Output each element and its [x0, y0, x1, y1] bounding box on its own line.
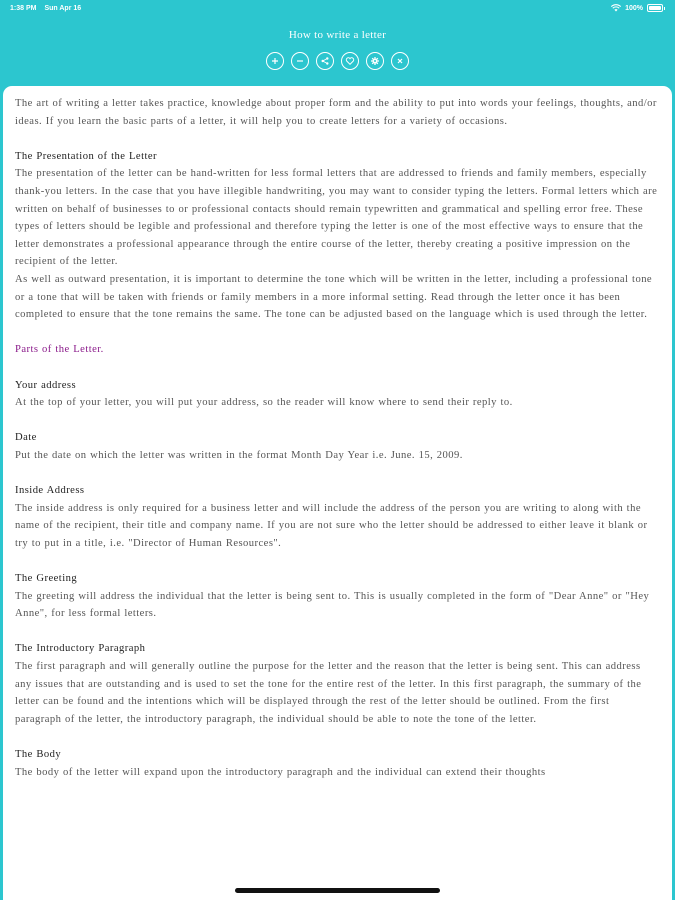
page-title: How to write a letter — [288, 29, 387, 41]
settings-button[interactable] — [366, 52, 384, 70]
intro-paragraph: The art of writing a letter takes practice, knowledge about proper form and the ability to put into words your feelings, thoughts, and/or ideas. If you learn the basic parts of a letter, it will help you to create letters for a variety of occasions. — [15, 98, 657, 127]
close-icon — [395, 56, 405, 66]
close-button[interactable] — [391, 52, 409, 70]
article-panel[interactable] — [3, 86, 672, 900]
article-body — [3, 86, 672, 781]
body-heading: The Body — [15, 748, 62, 760]
greeting-heading: The Greeting — [15, 573, 78, 585]
favorite-button[interactable] — [341, 52, 359, 70]
zoom-out-icon — [295, 56, 305, 66]
address-heading: Your address — [15, 379, 77, 391]
zoom-in-icon — [270, 56, 280, 66]
parts-heading: Parts of the Letter. — [15, 344, 104, 356]
status-right — [611, 4, 663, 12]
inside-address-body: The inside address is only required for a business letter and will include the address of the person you are writing to along with the name of the recipient, their title and company name. If you are not sure who the letter should be addressed to either leave it blank or try to put in a title, i.e. "Director of Human Resources". — [15, 502, 648, 549]
status-time: 1:38 PM Sun Apr 16 — [10, 5, 82, 12]
home-indicator[interactable] — [235, 888, 440, 893]
body-body: The body of the letter will expand upon the introductory paragraph and the individual can extend their thoughts — [15, 766, 546, 778]
introductory-paragraph-body: The first paragraph and will generally outline the purpose for the letter and the reason that the letter is being sent. This can address any issues that are outstanding and is used to set the tone for the entire rest of the letter. In this first paragraph, the summary of the letter can be found and the intentions which will be displayed through the rest of the letter should be outlined. From the first paragraph of the letter, the introductory paragraph, the individual should be able to note the tone of the letter. — [15, 661, 642, 725]
zoom-out-button[interactable] — [291, 52, 309, 70]
heart-icon — [345, 56, 355, 66]
wifi-icon — [611, 4, 621, 12]
presentation-paragraph-2: As well as outward presentation, it is important to determine the tone which will be written in the letter, including a professional tone or a tone that will be taken with friends or family members in a more informal setting. Read through the letter once it has been completed to ensure that the tone remains the same. The tone can be adjusted based on the language which is used through the letter. — [15, 273, 653, 321]
toolbar — [0, 52, 675, 70]
date-body: Put the date on which the letter was written in the format Month Day Year i.e. June. 15, 2009. — [15, 449, 463, 461]
battery-percent: 100% — [625, 4, 643, 12]
zoom-in-button[interactable] — [266, 52, 284, 70]
share-icon — [320, 56, 330, 66]
address-body: At the top of your letter, you will put your address, so the reader will know where to send their reply to. — [15, 397, 513, 409]
date-heading: Date — [15, 432, 37, 444]
battery-icon — [647, 4, 663, 12]
introductory-paragraph-heading: The Introductory Paragraph — [15, 643, 146, 655]
presentation-paragraph-1: The presentation of the letter can be hand-written for less formal letters that are addressed to friends and family members, especially thank-you letters. In the case that you have illegible handwriting, you may want to consider typing the letters. Formal letters which are written on behalf of businesses to or professional contacts should remain typewritten and grammatical and spelling error free. These types of letters should be legible and professional and therefore typing the letter is one of the most effective ways to ensure that the letter demonstrates a professional appearance through the entire course of the letter, thereby creating a positive impression on the recipient of the letter. — [15, 168, 658, 268]
status-bar — [0, 0, 675, 18]
greeting-body: The greeting will address the individual that the letter is being sent to. This is usually completed in the form of "Dear Anne" or "Hey Anne", for less formal letters. — [15, 590, 650, 620]
gear-icon — [370, 56, 380, 66]
presentation-heading: The Presentation of the Letter — [15, 150, 157, 162]
inside-address-heading: Inside Address — [15, 485, 85, 497]
status-date: Sun Apr 16 — [44, 5, 82, 12]
share-button[interactable] — [316, 52, 334, 70]
